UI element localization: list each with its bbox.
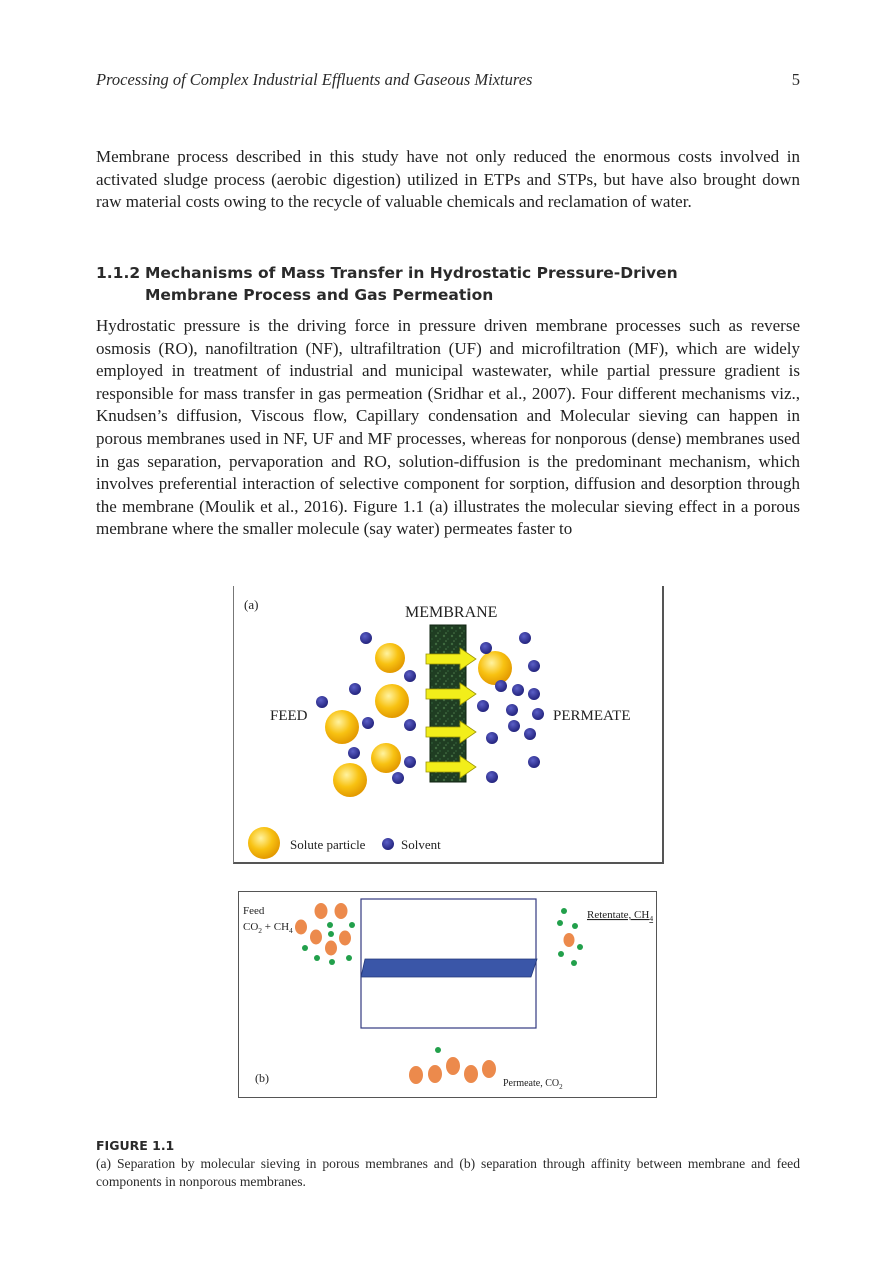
section-title-line-1: Mechanisms of Mass Transfer in Hydrostatic Pressure-Driven: [145, 264, 678, 282]
ch4-molecule: [557, 920, 563, 926]
figure-a-legend: [248, 827, 441, 859]
solvent-particle: [480, 642, 492, 654]
solute-particle: [371, 743, 401, 773]
feed-molecules: [295, 903, 355, 965]
solvent-particle: [392, 772, 404, 784]
solvent-particle: [528, 688, 540, 700]
ch4-molecule: [435, 1047, 441, 1053]
solute-particle: [375, 684, 409, 718]
ch4-molecule: [572, 923, 578, 929]
co2-molecule: [325, 941, 337, 956]
page-number: 5: [791, 70, 800, 89]
solvent-particle: [528, 756, 540, 768]
solvent-particle: [532, 708, 544, 720]
solvent-particle: [316, 696, 328, 708]
legend-solute-swatch: [248, 827, 280, 859]
solute-particles: [325, 643, 512, 797]
ch4-molecule: [571, 960, 577, 966]
co2-molecule: [409, 1066, 423, 1084]
ch4-molecule: [327, 922, 333, 928]
ch4-molecule: [346, 955, 352, 961]
co2-molecule: [295, 920, 307, 935]
solvent-particle: [404, 756, 416, 768]
solvent-particle: [477, 700, 489, 712]
co2-molecule: [335, 903, 348, 919]
solute-particle: [325, 710, 359, 744]
solvent-particle: [348, 747, 360, 759]
ch4-molecule: [302, 945, 308, 951]
dense-membrane: [361, 959, 537, 977]
solvent-particle: [360, 632, 372, 644]
solvent-particle: [508, 720, 520, 732]
solvent-particle: [362, 717, 374, 729]
figure-a-diagram: [234, 586, 662, 862]
solute-particle: [333, 763, 367, 797]
permeate-label: PERMEATE: [553, 708, 631, 724]
body-paragraph-1: Membrane process described in this study have not only reduced the enormous costs involved in activated sludge process (aerobic digestion) utilized in ETPs and STPs, but have also brought down raw material costs owing to the recycle of valuable chemicals and reclamation of water.: [96, 147, 800, 212]
solvent-particle: [524, 728, 536, 740]
co2-molecule: [310, 930, 322, 945]
ch4-molecule: [561, 908, 567, 914]
solute-particle: [375, 643, 405, 673]
feed-label-line-1: Feed: [243, 905, 265, 917]
section-number: 1.1.2: [96, 264, 141, 282]
body-paragraph-2: Hydrostatic pressure is the driving force in pressure driven membrane processes such as reverse osmosis (RO), nanofiltration (NF), ultrafiltration (UF) and microfiltration (MF), which are widely employed in treatment of industrial and municipal wastewater, while partial pressure gradient is responsible for mass transfer in gas permeation (Sridhar et al., 2007). Four different mechanisms viz., Knudsen’s diffusion, Viscous flow, Capillary condensation and Molecular sieving can happen in porous membranes used in NF, UF and MF processes, whereas for nonporous (dense) membranes used in gas separation, pervaporation and RO, solution-diffusion is the predominant mechanism, which involves preferential interaction of selective component for sorption, diffusion and desorption through the membrane (Moulik et al., 2016). Figure 1.1 (a) illustrates the molecular sieving effect in a porous membrane where the smaller molecule (say water) permeates faster to: [96, 316, 800, 539]
solvent-particle: [404, 670, 416, 682]
permeate-molecules: [409, 1047, 496, 1084]
figure-caption-text: (a) Separation by molecular sieving in porous membranes and (b) separation through affinity between membrane and feed components in nonporous membranes.: [96, 1156, 800, 1189]
membrane-label: MEMBRANE: [405, 604, 498, 621]
ch4-molecule: [328, 931, 334, 937]
section-heading: [96, 262, 800, 306]
figure-a-panel-label: (a): [244, 597, 259, 612]
solvent-particle: [506, 704, 518, 716]
figure-b-diagram: [239, 892, 656, 1097]
co2-molecule: [339, 931, 351, 946]
solvent-particle: [495, 680, 507, 692]
co2-molecule: [464, 1065, 478, 1083]
legend-solvent-swatch: [382, 838, 394, 850]
retentate-label: Retentate, $CH_4$: [587, 909, 654, 923]
retentate-molecules: [557, 908, 583, 966]
solvent-particle: [512, 684, 524, 696]
permeate-label-b: Permeate, $CO_2$: [503, 1078, 563, 1091]
figure-b-panel: [238, 891, 657, 1098]
ch4-molecule: [349, 922, 355, 928]
co2-molecule: [482, 1060, 496, 1078]
figure-b-panel-label: (b): [255, 1071, 269, 1085]
solvent-particle: [486, 732, 498, 744]
co2-molecule: [315, 903, 328, 919]
solvent-particle: [486, 771, 498, 783]
solvent-particle: [404, 719, 416, 731]
ch4-molecule: [314, 955, 320, 961]
section-title-line-2: Membrane Process and Gas Permeation: [145, 286, 494, 304]
legend-solvent-label: Solvent: [401, 837, 441, 852]
feed-label-line-2: $CO_2 + CH_4$: [243, 921, 293, 935]
co2-molecule: [446, 1057, 460, 1075]
solute-particle: [478, 651, 512, 685]
ch4-molecule: [329, 959, 335, 965]
legend-solute-label: Solute particle: [290, 837, 366, 852]
ch4-molecule: [558, 951, 564, 957]
ch4-molecule: [577, 944, 583, 950]
running-head-title: Processing of Complex Industrial Effluents and Gaseous Mixtures: [96, 70, 533, 89]
solvent-particle: [528, 660, 540, 672]
feed-label: FEED: [270, 708, 308, 724]
figure-a-panel: [233, 586, 664, 864]
co2-molecule: [428, 1065, 442, 1083]
solvent-particle: [519, 632, 531, 644]
solvent-particle: [349, 683, 361, 695]
figure-caption-label: FIGURE 1.1: [96, 1138, 175, 1153]
co2-molecule: [564, 933, 575, 947]
